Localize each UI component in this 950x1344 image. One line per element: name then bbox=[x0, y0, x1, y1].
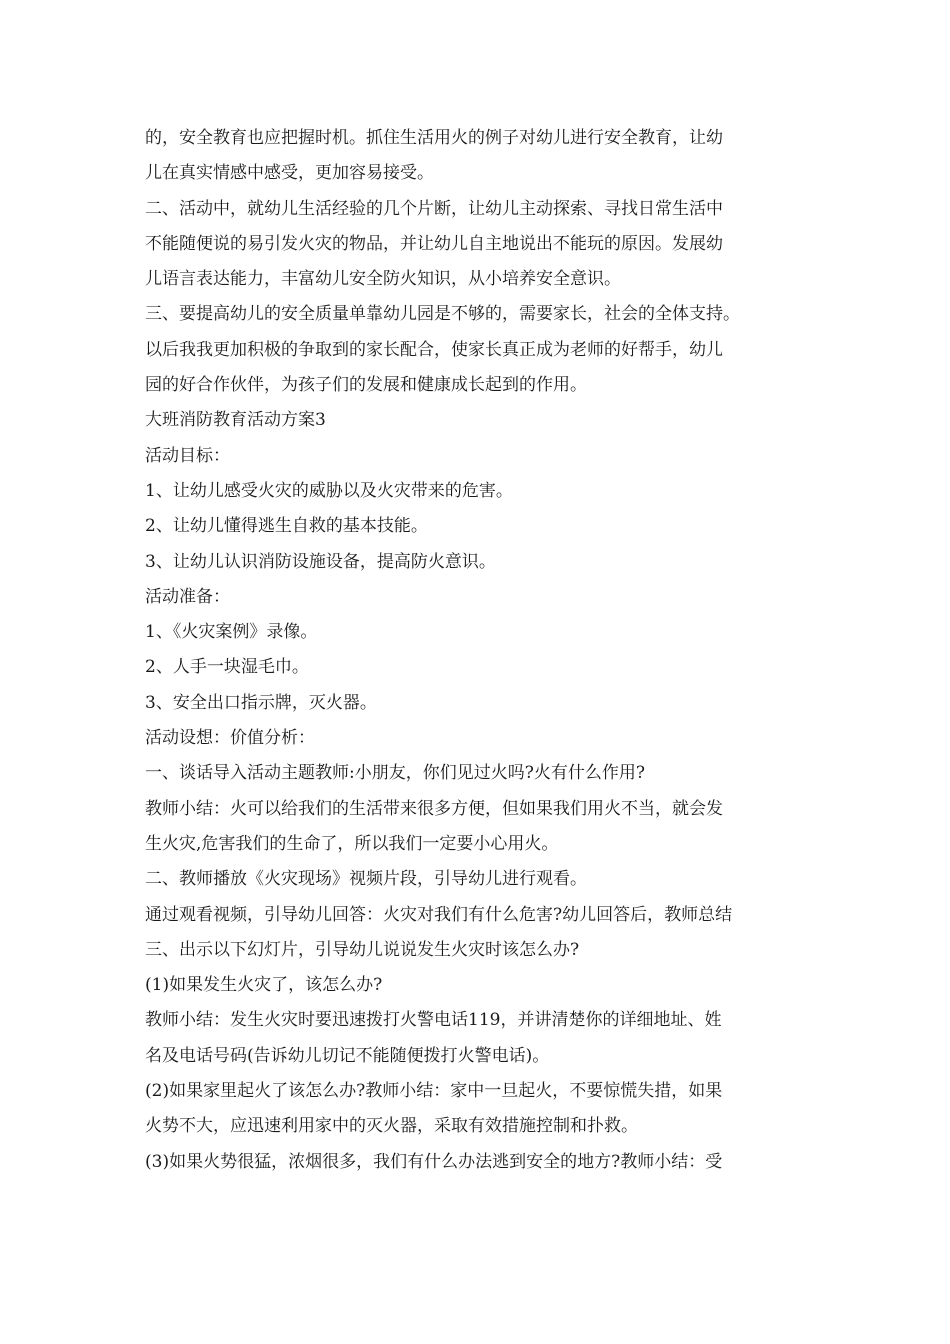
text-line: 不能随便说的易引发火灾的物品，并让幼儿自主地说出不能玩的原因。发展幼 bbox=[145, 233, 723, 254]
text-line: 以后我我更加积极的争取到的家长配合，使家长真正成为老师的好帮手，幼儿 bbox=[145, 339, 723, 360]
text-line: 火势不大，应迅速利用家中的灭火器，采取有效措施控制和扑救。 bbox=[145, 1116, 638, 1137]
text-line: (1)如果发生火灾了，该怎么办? bbox=[145, 975, 383, 996]
text-line: 三、出示以下幻灯片，引导幼儿说说发生火灾时该怎么办? bbox=[145, 939, 580, 960]
text-line: 生火灾,危害我们的生命了，所以我们一定要小心用火。 bbox=[145, 833, 559, 854]
list-item: 2、让幼儿懂得逃生自救的基本技能。 bbox=[145, 516, 428, 537]
text-line: 教师小结：火可以给我们的生活带来很多方便，但如果我们用火不当，就会发 bbox=[145, 798, 723, 819]
subheading-goals: 活动目标： bbox=[145, 445, 230, 466]
text-line: 三、要提高幼儿的安全质量单靠幼儿园是不够的，需要家长，社会的全体支持。 bbox=[145, 304, 740, 325]
text-line: 一、谈话导入活动主题教师:小朋友，你们见过火吗?火有什么作用? bbox=[145, 763, 645, 784]
section-heading: 大班消防教育活动方案3 bbox=[145, 410, 326, 431]
text-line: 二、活动中，就幼儿生活经验的几个片断，让幼儿主动探索、寻找日常生活中 bbox=[145, 198, 723, 219]
list-item: 1、让幼儿感受火灾的威胁以及火灾带来的危害。 bbox=[145, 480, 513, 501]
document-body bbox=[145, 121, 825, 1180]
subheading-preparation: 活动准备： bbox=[145, 586, 230, 607]
text-line: (3)如果火势很猛，浓烟很多，我们有什么办法逃到安全的地方?教师小结：受 bbox=[145, 1151, 723, 1172]
text-line: 儿语言表达能力，丰富幼儿安全防火知识，从小培养安全意识。 bbox=[145, 269, 621, 290]
text-line: 教师小结：发生火灾时要迅速拨打火警电话119，并讲清楚你的详细地址、姓 bbox=[145, 1010, 722, 1031]
list-item: 3、让幼儿认识消防设施设备，提高防火意识。 bbox=[145, 551, 496, 572]
text-line: 通过观看视频，引导幼儿回答：火灾对我们有什么危害?幼儿回答后，教师总结 bbox=[145, 904, 733, 925]
text-line: 儿在真实情感中感受，更加容易接受。 bbox=[145, 163, 434, 184]
text-line: 的，安全教育也应把握时机。抓住生活用火的例子对幼儿进行安全教育，让幼 bbox=[145, 128, 723, 148]
text-line: 二、教师播放《火灾现场》视频片段，引导幼儿进行观看。 bbox=[145, 869, 587, 890]
list-item: 3、安全出口指示牌，灭火器。 bbox=[145, 692, 377, 713]
subheading-design: 活动设想：价值分析： bbox=[145, 728, 315, 749]
list-item: 2、人手一块湿毛巾。 bbox=[145, 657, 309, 678]
text-line: (2)如果家里起火了该怎么办?教师小结：家中一旦起火，不要惊慌失措，如果 bbox=[145, 1081, 723, 1102]
list-item: 1、《火灾案例》录像。 bbox=[145, 622, 318, 643]
text-line: 名及电话号码(告诉幼儿切记不能随便拨打火警电话)。 bbox=[145, 1045, 550, 1066]
text-line: 园的好合作伙伴，为孩子们的发展和健康成长起到的作用。 bbox=[145, 375, 587, 396]
